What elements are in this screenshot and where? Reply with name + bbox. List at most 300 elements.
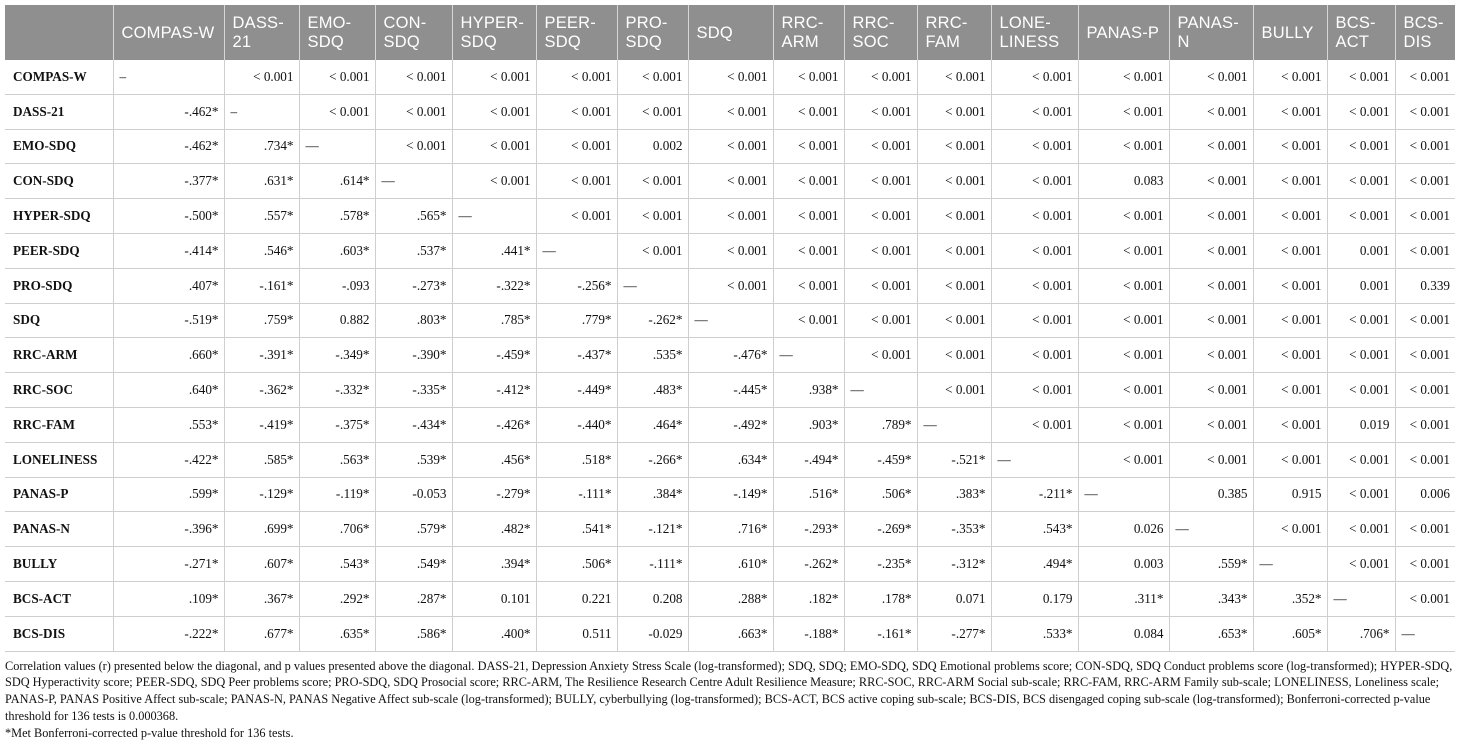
table-cell: < 0.001	[1169, 442, 1253, 477]
table-cell: -.476*	[688, 338, 773, 373]
table-cell: < 0.001	[773, 199, 844, 234]
table-cell: < 0.001	[1078, 442, 1169, 477]
table-cell: < 0.001	[773, 129, 844, 164]
table-cell: .456*	[452, 442, 536, 477]
row-label: LONELINESS	[5, 442, 113, 477]
table-cell: -.093	[299, 268, 375, 303]
table-cell: .585*	[224, 442, 299, 477]
table-cell: .383*	[917, 477, 991, 512]
table-cell: -.459*	[844, 442, 917, 477]
table-cell: -.500*	[113, 199, 224, 234]
table-cell: ––	[688, 303, 773, 338]
table-cell: .516*	[773, 477, 844, 512]
table-cell: < 0.001	[991, 129, 1078, 164]
table-cell: < 0.001	[688, 164, 773, 199]
table-cell: 0.006	[1395, 477, 1455, 512]
table-cell: < 0.001	[1169, 338, 1253, 373]
table-cell: < 0.001	[1395, 129, 1455, 164]
table-cell: .610*	[688, 547, 773, 582]
table-row	[5, 199, 1455, 234]
table-cell: < 0.001	[1327, 373, 1395, 408]
table-cell: .182*	[773, 581, 844, 616]
table-cell: -.335*	[375, 373, 452, 408]
table-cell: 0.003	[1078, 547, 1169, 582]
table-cell: < 0.001	[1253, 268, 1327, 303]
table-cell: < 0.001	[617, 233, 688, 268]
table-cell: < 0.001	[991, 233, 1078, 268]
table-cell: 0.882	[299, 303, 375, 338]
table-cell: < 0.001	[536, 199, 617, 234]
table-cell: ––	[1395, 616, 1455, 651]
table-cell: .549*	[375, 547, 452, 582]
table-cell: -.129*	[224, 477, 299, 512]
column-header: HYPER-SDQ	[452, 5, 536, 60]
table-notes	[5, 658, 1455, 742]
table-cell: ––	[1253, 547, 1327, 582]
table-cell: .635*	[299, 616, 375, 651]
table-cell: < 0.001	[991, 60, 1078, 94]
row-label: PRO-SDQ	[5, 268, 113, 303]
table-cell: .494*	[991, 547, 1078, 582]
table-cell: < 0.001	[375, 60, 452, 94]
table-cell: .539*	[375, 442, 452, 477]
table-cell: < 0.001	[917, 268, 991, 303]
table-row	[5, 477, 1455, 512]
table-cell: -.449*	[536, 373, 617, 408]
row-label: RRC-SOC	[5, 373, 113, 408]
table-cell: -.269*	[844, 512, 917, 547]
table-cell: 0.915	[1253, 477, 1327, 512]
table-cell: ––	[1078, 477, 1169, 512]
table-row	[5, 442, 1455, 477]
table-cell: .789*	[844, 407, 917, 442]
table-cell: < 0.001	[536, 164, 617, 199]
table-cell: .288*	[688, 581, 773, 616]
table-cell: -.377*	[113, 164, 224, 199]
table-cell: < 0.001	[773, 268, 844, 303]
table-cell: ––	[773, 338, 844, 373]
table-cell: .677*	[224, 616, 299, 651]
header-corner	[5, 5, 113, 60]
table-cell: .579*	[375, 512, 452, 547]
table-cell: ––	[536, 233, 617, 268]
table-cell: -.362*	[224, 373, 299, 408]
table-cell: .553*	[113, 407, 224, 442]
table-cell: < 0.001	[299, 60, 375, 94]
table-cell: < 0.001	[1078, 338, 1169, 373]
table-cell: -.222*	[113, 616, 224, 651]
column-header: COMPAS-W	[113, 5, 224, 60]
table-body	[5, 60, 1455, 651]
column-header: PEER-SDQ	[536, 5, 617, 60]
table-cell: –	[224, 94, 299, 129]
table-cell: 0.001	[1327, 268, 1395, 303]
table-cell: < 0.001	[536, 94, 617, 129]
column-header: RRC-ARM	[773, 5, 844, 60]
table-cell: < 0.001	[844, 303, 917, 338]
table-cell: 0.083	[1078, 164, 1169, 199]
table-cell: .541*	[536, 512, 617, 547]
table-cell: -.426*	[452, 407, 536, 442]
table-cell: < 0.001	[917, 233, 991, 268]
table-row	[5, 268, 1455, 303]
table-cell: -.414*	[113, 233, 224, 268]
table-cell: .660*	[113, 338, 224, 373]
table-cell: < 0.001	[844, 338, 917, 373]
table-cell: < 0.001	[1169, 94, 1253, 129]
table-cell: < 0.001	[1395, 233, 1455, 268]
table-cell: < 0.001	[688, 233, 773, 268]
table-cell: < 0.001	[844, 164, 917, 199]
table-cell: < 0.001	[991, 164, 1078, 199]
correlation-table-container	[5, 5, 1455, 742]
table-cell: .343*	[1169, 581, 1253, 616]
table-cell: -.121*	[617, 512, 688, 547]
table-cell: -.293*	[773, 512, 844, 547]
table-cell: -.119*	[299, 477, 375, 512]
table-row	[5, 547, 1455, 582]
table-cell: .287*	[375, 581, 452, 616]
table-cell: < 0.001	[617, 94, 688, 129]
table-cell: .565*	[375, 199, 452, 234]
table-cell: < 0.001	[1169, 407, 1253, 442]
row-label: PEER-SDQ	[5, 233, 113, 268]
table-cell: < 0.001	[617, 199, 688, 234]
table-cell: 0.208	[617, 581, 688, 616]
column-header: BCS-DIS	[1395, 5, 1455, 60]
table-cell: < 0.001	[1253, 164, 1327, 199]
column-header: DASS-21	[224, 5, 299, 60]
table-cell: < 0.001	[299, 94, 375, 129]
table-cell: .734*	[224, 129, 299, 164]
table-footnote: *Met Bonferroni-corrected p-value threshold for 136 tests.	[5, 725, 294, 740]
table-cell: < 0.001	[773, 303, 844, 338]
table-cell: -.391*	[224, 338, 299, 373]
column-header: PANAS-P	[1078, 5, 1169, 60]
table-cell: .518*	[536, 442, 617, 477]
table-cell: -.459*	[452, 338, 536, 373]
table-cell: < 0.001	[1078, 303, 1169, 338]
table-cell: .400*	[452, 616, 536, 651]
table-cell: -.440*	[536, 407, 617, 442]
table-cell: .631*	[224, 164, 299, 199]
table-cell: -0.053	[375, 477, 452, 512]
table-cell: .441*	[452, 233, 536, 268]
column-header: LONE-LINESS	[991, 5, 1078, 60]
table-cell: < 0.001	[1395, 164, 1455, 199]
table-cell: < 0.001	[1078, 199, 1169, 234]
table-cell: < 0.001	[1169, 129, 1253, 164]
table-cell: .506*	[536, 547, 617, 582]
table-cell: < 0.001	[452, 164, 536, 199]
table-cell: -.312*	[917, 547, 991, 582]
table-cell: -.161*	[844, 616, 917, 651]
table-row	[5, 60, 1455, 94]
column-header: RRC-FAM	[917, 5, 991, 60]
table-cell: < 0.001	[773, 164, 844, 199]
table-cell: 0.071	[917, 581, 991, 616]
table-cell: .292*	[299, 581, 375, 616]
table-cell: 0.339	[1395, 268, 1455, 303]
table-cell: .803*	[375, 303, 452, 338]
table-cell: .607*	[224, 547, 299, 582]
table-cell: –	[113, 60, 224, 94]
table-cell: < 0.001	[1327, 303, 1395, 338]
row-label: RRC-FAM	[5, 407, 113, 442]
table-cell: < 0.001	[844, 60, 917, 94]
table-cell: < 0.001	[1327, 477, 1395, 512]
row-label: CON-SDQ	[5, 164, 113, 199]
column-header: PANAS-N	[1169, 5, 1253, 60]
table-cell: .533*	[991, 616, 1078, 651]
table-cell: < 0.001	[688, 94, 773, 129]
table-cell: ––	[844, 373, 917, 408]
table-cell: < 0.001	[773, 233, 844, 268]
table-cell: -.445*	[688, 373, 773, 408]
table-cell: .578*	[299, 199, 375, 234]
table-cell: .903*	[773, 407, 844, 442]
table-cell: .779*	[536, 303, 617, 338]
table-cell: -.262*	[773, 547, 844, 582]
table-cell: < 0.001	[1253, 60, 1327, 94]
table-cell: .483*	[617, 373, 688, 408]
table-cell: .464*	[617, 407, 688, 442]
table-cell: .614*	[299, 164, 375, 199]
table-cell: < 0.001	[1395, 338, 1455, 373]
table-cell: < 0.001	[1078, 129, 1169, 164]
table-cell: < 0.001	[917, 338, 991, 373]
table-cell: < 0.001	[536, 129, 617, 164]
table-cell: < 0.001	[844, 199, 917, 234]
table-cell: < 0.001	[1253, 512, 1327, 547]
table-cell: -.111*	[536, 477, 617, 512]
table-cell: < 0.001	[1169, 373, 1253, 408]
table-cell: 0.002	[617, 129, 688, 164]
table-cell: < 0.001	[1253, 233, 1327, 268]
table-cell: .785*	[452, 303, 536, 338]
table-cell: < 0.001	[1253, 338, 1327, 373]
table-cell: -.412*	[452, 373, 536, 408]
table-cell: .599*	[113, 477, 224, 512]
table-cell: < 0.001	[1253, 303, 1327, 338]
table-cell: < 0.001	[917, 303, 991, 338]
row-label: HYPER-SDQ	[5, 199, 113, 234]
table-cell: < 0.001	[1078, 373, 1169, 408]
table-row	[5, 512, 1455, 547]
table-cell: -.211*	[991, 477, 1078, 512]
table-cell: < 0.001	[375, 129, 452, 164]
table-cell: -.492*	[688, 407, 773, 442]
table-cell: < 0.001	[617, 60, 688, 94]
table-cell: < 0.001	[844, 233, 917, 268]
table-cell: .706*	[1327, 616, 1395, 651]
table-cell: .311*	[1078, 581, 1169, 616]
table-cell: .535*	[617, 338, 688, 373]
table-cell: < 0.001	[452, 129, 536, 164]
table-cell: .367*	[224, 581, 299, 616]
table-cell: ––	[617, 268, 688, 303]
table-cell: -.353*	[917, 512, 991, 547]
table-cell: < 0.001	[773, 94, 844, 129]
table-cell: < 0.001	[1169, 164, 1253, 199]
table-cell: < 0.001	[688, 199, 773, 234]
table-cell: < 0.001	[1327, 199, 1395, 234]
table-row	[5, 129, 1455, 164]
table-cell: -.462*	[113, 129, 224, 164]
table-cell: 0.221	[536, 581, 617, 616]
table-cell: < 0.001	[917, 129, 991, 164]
table-cell: < 0.001	[688, 60, 773, 94]
table-cell: < 0.001	[917, 199, 991, 234]
column-header: SDQ	[688, 5, 773, 60]
table-cell: .537*	[375, 233, 452, 268]
table-cell: -.422*	[113, 442, 224, 477]
table-cell: < 0.001	[844, 129, 917, 164]
table-cell: .543*	[991, 512, 1078, 547]
table-cell: < 0.001	[844, 268, 917, 303]
table-cell: 0.001	[1327, 233, 1395, 268]
table-cell: .706*	[299, 512, 375, 547]
table-cell: .586*	[375, 616, 452, 651]
table-cell: -.396*	[113, 512, 224, 547]
table-cell: -.161*	[224, 268, 299, 303]
table-cell: -.279*	[452, 477, 536, 512]
table-cell: < 0.001	[1395, 547, 1455, 582]
table-cell: -.235*	[844, 547, 917, 582]
table-cell: < 0.001	[991, 373, 1078, 408]
table-cell: < 0.001	[991, 303, 1078, 338]
table-cell: < 0.001	[1327, 512, 1395, 547]
table-cell: < 0.001	[1395, 512, 1455, 547]
table-cell: -.462*	[113, 94, 224, 129]
table-cell: ––	[991, 442, 1078, 477]
column-header: BCS-ACT	[1327, 5, 1395, 60]
table-cell: -.188*	[773, 616, 844, 651]
table-cell: .559*	[1169, 547, 1253, 582]
table-cell: -.521*	[917, 442, 991, 477]
table-cell: .352*	[1253, 581, 1327, 616]
table-cell: < 0.001	[917, 60, 991, 94]
table-cell: < 0.001	[1327, 164, 1395, 199]
table-cell: 0.084	[1078, 616, 1169, 651]
table-cell: .394*	[452, 547, 536, 582]
table-cell: 0.179	[991, 581, 1078, 616]
table-cell: ––	[375, 164, 452, 199]
table-cell: < 0.001	[991, 268, 1078, 303]
table-row	[5, 94, 1455, 129]
table-cell: < 0.001	[1327, 547, 1395, 582]
table-cell: < 0.001	[1169, 60, 1253, 94]
table-row	[5, 303, 1455, 338]
table-cell: < 0.001	[1395, 581, 1455, 616]
table-cell: .557*	[224, 199, 299, 234]
table-cell: < 0.001	[1078, 60, 1169, 94]
table-cell: -.277*	[917, 616, 991, 651]
table-cell: -.266*	[617, 442, 688, 477]
table-cell: < 0.001	[1253, 407, 1327, 442]
table-row	[5, 338, 1455, 373]
table-row	[5, 373, 1455, 408]
table-cell: .543*	[299, 547, 375, 582]
table-cell: -.273*	[375, 268, 452, 303]
table-cell: < 0.001	[917, 373, 991, 408]
table-cell: < 0.001	[1395, 442, 1455, 477]
table-cell: .603*	[299, 233, 375, 268]
table-cell: -.375*	[299, 407, 375, 442]
table-cell: 0.019	[1327, 407, 1395, 442]
table-cell: .506*	[844, 477, 917, 512]
table-cell: < 0.001	[1327, 442, 1395, 477]
table-cell: < 0.001	[917, 164, 991, 199]
table-cell: < 0.001	[1395, 199, 1455, 234]
table-cell: -0.029	[617, 616, 688, 651]
column-header: EMO-SDQ	[299, 5, 375, 60]
table-cell: < 0.001	[1327, 129, 1395, 164]
table-cell: -.332*	[299, 373, 375, 408]
table-cell: < 0.001	[1395, 303, 1455, 338]
table-cell: < 0.001	[991, 94, 1078, 129]
table-cell: < 0.001	[1078, 268, 1169, 303]
table-cell: < 0.001	[991, 407, 1078, 442]
table-cell: < 0.001	[1395, 94, 1455, 129]
table-cell: -.349*	[299, 338, 375, 373]
table-cell: < 0.001	[688, 129, 773, 164]
table-cell: .759*	[224, 303, 299, 338]
table-cell: .384*	[617, 477, 688, 512]
table-cell: 0.101	[452, 581, 536, 616]
table-row	[5, 407, 1455, 442]
table-cell: .634*	[688, 442, 773, 477]
table-cell: < 0.001	[375, 94, 452, 129]
table-cell: < 0.001	[452, 60, 536, 94]
correlation-table	[5, 5, 1455, 652]
table-cell: .109*	[113, 581, 224, 616]
table-cell: -.262*	[617, 303, 688, 338]
table-cell: < 0.001	[224, 60, 299, 94]
table-cell: -.494*	[773, 442, 844, 477]
table-cell: < 0.001	[1327, 94, 1395, 129]
table-cell: -.256*	[536, 268, 617, 303]
table-cell: .640*	[113, 373, 224, 408]
table-cell: < 0.001	[773, 60, 844, 94]
table-cell: -.519*	[113, 303, 224, 338]
table-cell: < 0.001	[1395, 373, 1455, 408]
table-cell: .653*	[1169, 616, 1253, 651]
table-row	[5, 233, 1455, 268]
table-cell: < 0.001	[1253, 94, 1327, 129]
table-cell: < 0.001	[1169, 233, 1253, 268]
table-cell: ––	[1169, 512, 1253, 547]
row-label: DASS-21	[5, 94, 113, 129]
table-cell: .482*	[452, 512, 536, 547]
column-header: CON-SDQ	[375, 5, 452, 60]
table-cell: < 0.001	[536, 60, 617, 94]
table-cell: < 0.001	[1078, 233, 1169, 268]
table-cell: < 0.001	[1253, 442, 1327, 477]
row-label: EMO-SDQ	[5, 129, 113, 164]
table-cell: < 0.001	[1169, 303, 1253, 338]
row-label: PANAS-N	[5, 512, 113, 547]
table-cell: 0.511	[536, 616, 617, 651]
table-cell: < 0.001	[1327, 338, 1395, 373]
table-row	[5, 164, 1455, 199]
table-cell: < 0.001	[1327, 60, 1395, 94]
table-cell: .178*	[844, 581, 917, 616]
table-cell: -.437*	[536, 338, 617, 373]
table-cell: .407*	[113, 268, 224, 303]
table-cell: < 0.001	[688, 268, 773, 303]
table-cell: < 0.001	[917, 94, 991, 129]
